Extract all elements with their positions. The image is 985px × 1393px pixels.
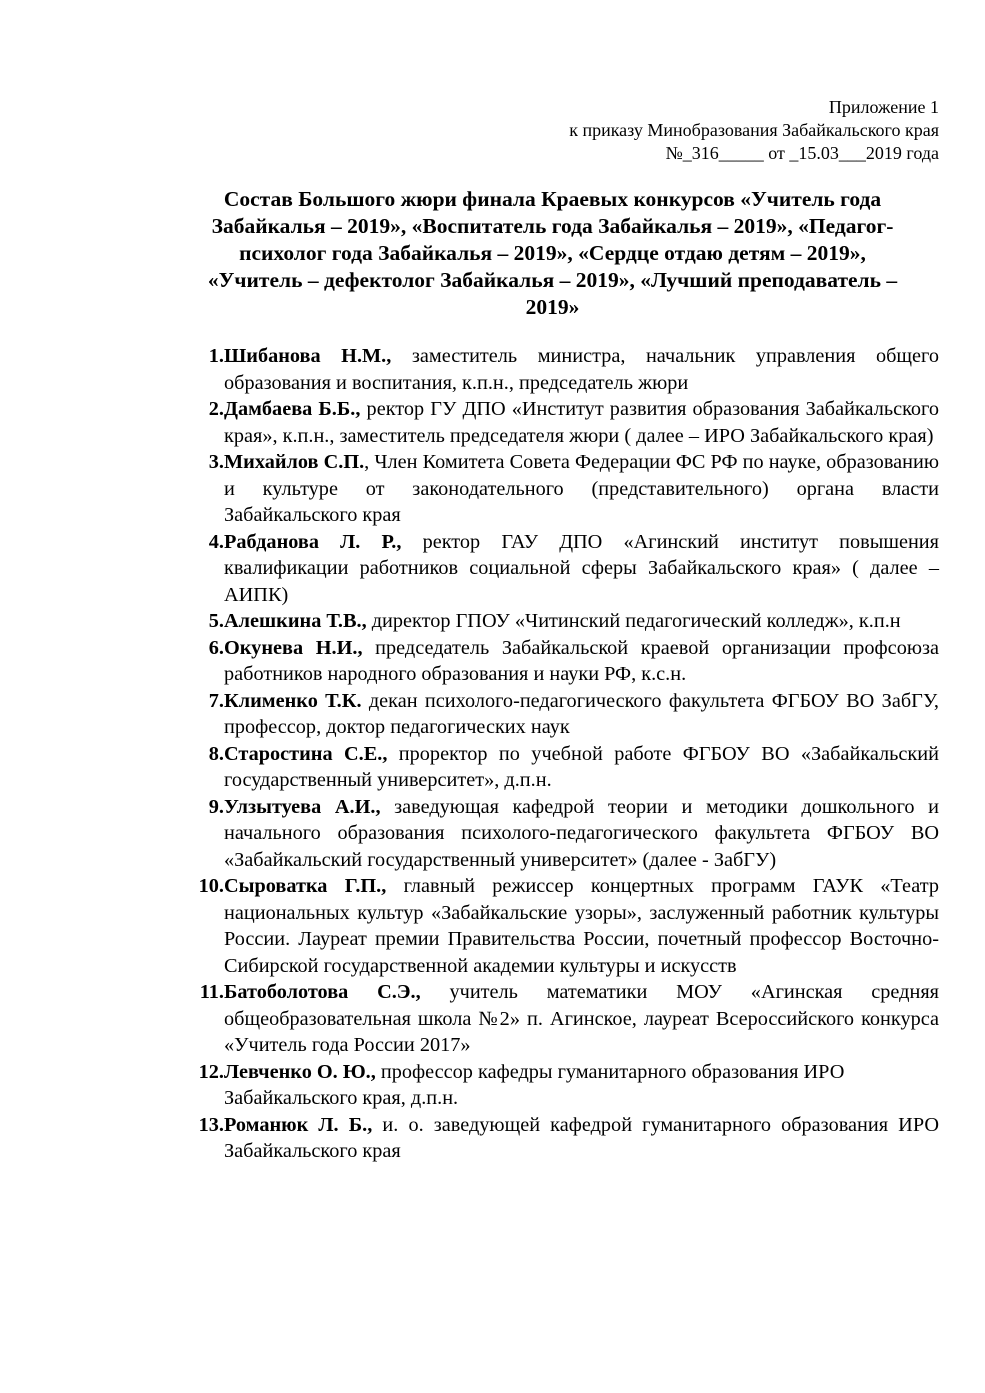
member-description: профессор кафедры гуманитарного образования ИРО Забайкальского края, д.п.н. — [224, 1060, 845, 1109]
member-description: ректор ГУ ДПО «Институт развития образования Забайкальского края», к.п.н., заместитель председателя жюри ( далее – ИРО Забайкальского края) — [224, 398, 939, 447]
list-item — [180, 396, 939, 449]
member-description: ректор ГАУ ДПО «Агинский институт повышения квалификации работников социальной сферы Забайкальского края» ( далее – АИПК) — [224, 530, 939, 606]
title-line: «Учитель – дефектолог Забайкалья – 2019», «Лучший преподаватель – — [207, 268, 898, 292]
member-description: председатель Забайкальской краевой организации профсоюза работников народного образования и науки РФ, к.с.н. — [224, 636, 939, 685]
item-number: 13. — [198, 1113, 224, 1136]
member-description: декан психолого-педагогического факультета ФГБОУ ВО ЗабГУ, профессор, доктор педагогических наук — [224, 689, 939, 738]
item-number: 10. — [198, 875, 224, 897]
order-reference: к приказу Минобразования Забайкальского края — [569, 120, 939, 140]
member-name: Батоболотова С.Э., — [224, 981, 421, 1003]
list-item — [180, 688, 939, 741]
appendix-header — [569, 96, 939, 165]
document-title — [150, 186, 955, 321]
list-item — [180, 1059, 939, 1112]
item-number: 6. — [208, 636, 224, 659]
member-description: , Член Комитета Совета Федерации ФС РФ по науке, образованию и культуре от законодательного (представительного) органа власти Забайкальского края — [224, 451, 939, 526]
item-number: 5. — [208, 610, 224, 632]
item-number: 8. — [208, 742, 224, 765]
order-number-date: №_316_____ от _15.03___2019 года — [665, 143, 939, 163]
jury-members-list — [180, 343, 939, 1165]
member-name: Клименко Т.К. — [224, 689, 362, 712]
title-line: психолог года Забайкалья – 2019», «Сердце отдаю детям – 2019», — [239, 241, 866, 265]
title-line: 2019» — [525, 295, 580, 319]
list-item — [180, 1112, 939, 1165]
list-item — [180, 529, 939, 609]
member-description: проректор по учебной работе ФГБОУ ВО «Забайкальский государственный университет», д.п.н. — [224, 742, 939, 791]
member-name: Окунева Н.И., — [224, 636, 363, 659]
item-number: 2. — [208, 398, 224, 420]
member-name: Дамбаева Б.Б., — [224, 398, 361, 420]
title-line: Забайкалья – 2019», «Воспитатель года Забайкалья – 2019», «Педагог- — [211, 214, 894, 238]
item-number: 11. — [199, 981, 224, 1003]
list-item — [180, 608, 939, 635]
member-description: заместитель министра, начальник управления общего образования и воспитания, к.п.н., председатель жюри — [224, 345, 940, 394]
list-item — [180, 741, 939, 794]
item-number: 9. — [208, 795, 224, 818]
member-name: Алешкина Т.В., — [224, 610, 367, 632]
list-item — [180, 794, 939, 874]
list-item — [180, 343, 939, 396]
member-description: учитель математики МОУ «Агинская средняя общеобразовательная школа №2» п. Агинское, лауреат Всероссийского конкурса «Учитель года России 2017» — [224, 981, 939, 1056]
member-description: директор ГПОУ «Читинский педагогический колледж», к.п.н — [366, 610, 901, 632]
appendix-label: Приложение 1 — [828, 97, 939, 117]
member-name: Рабданова Л. Р., — [224, 530, 402, 553]
member-name: Улзытуева А.И., — [224, 795, 381, 818]
list-item — [180, 979, 939, 1059]
member-description: заведующая кафедрой теории и методики дошкольного и начального образования психолого-педагогического факультета ФГБОУ ВО «Забайкальский государственный университет» (далее - ЗабГУ) — [224, 795, 939, 871]
member-name: Левченко О. Ю., — [224, 1060, 376, 1083]
item-number: 1. — [208, 345, 224, 367]
member-name: Михайлов С.П. — [224, 451, 365, 473]
member-name: Шибанова Н.М., — [224, 345, 392, 367]
item-number: 4. — [208, 530, 224, 553]
member-name: Старостина С.Е., — [224, 742, 388, 765]
member-description: главный режиссер концертных программ ГАУК «Театр национальных культур «Забайкальские узоры», заслуженный работник культуры России. Лауреат премии Правительства России, почетный профессор Восточно-Сибирской государственной академии культуры и искусств — [224, 875, 939, 977]
list-item — [180, 635, 939, 688]
member-name: Романюк Л. Б., — [224, 1113, 373, 1136]
item-number: 3. — [208, 451, 224, 473]
title-line: Состав Большого жюри финала Краевых конкурсов «Учитель года — [223, 187, 882, 211]
list-item — [180, 449, 939, 529]
member-description: и. о. заведующей кафедрой гуманитарного образования ИРО Забайкальского края — [224, 1113, 939, 1162]
member-name: Сыроватка Г.П., — [224, 875, 387, 897]
item-number: 12. — [198, 1060, 224, 1083]
item-number: 7. — [208, 689, 224, 712]
list-item — [180, 873, 939, 979]
